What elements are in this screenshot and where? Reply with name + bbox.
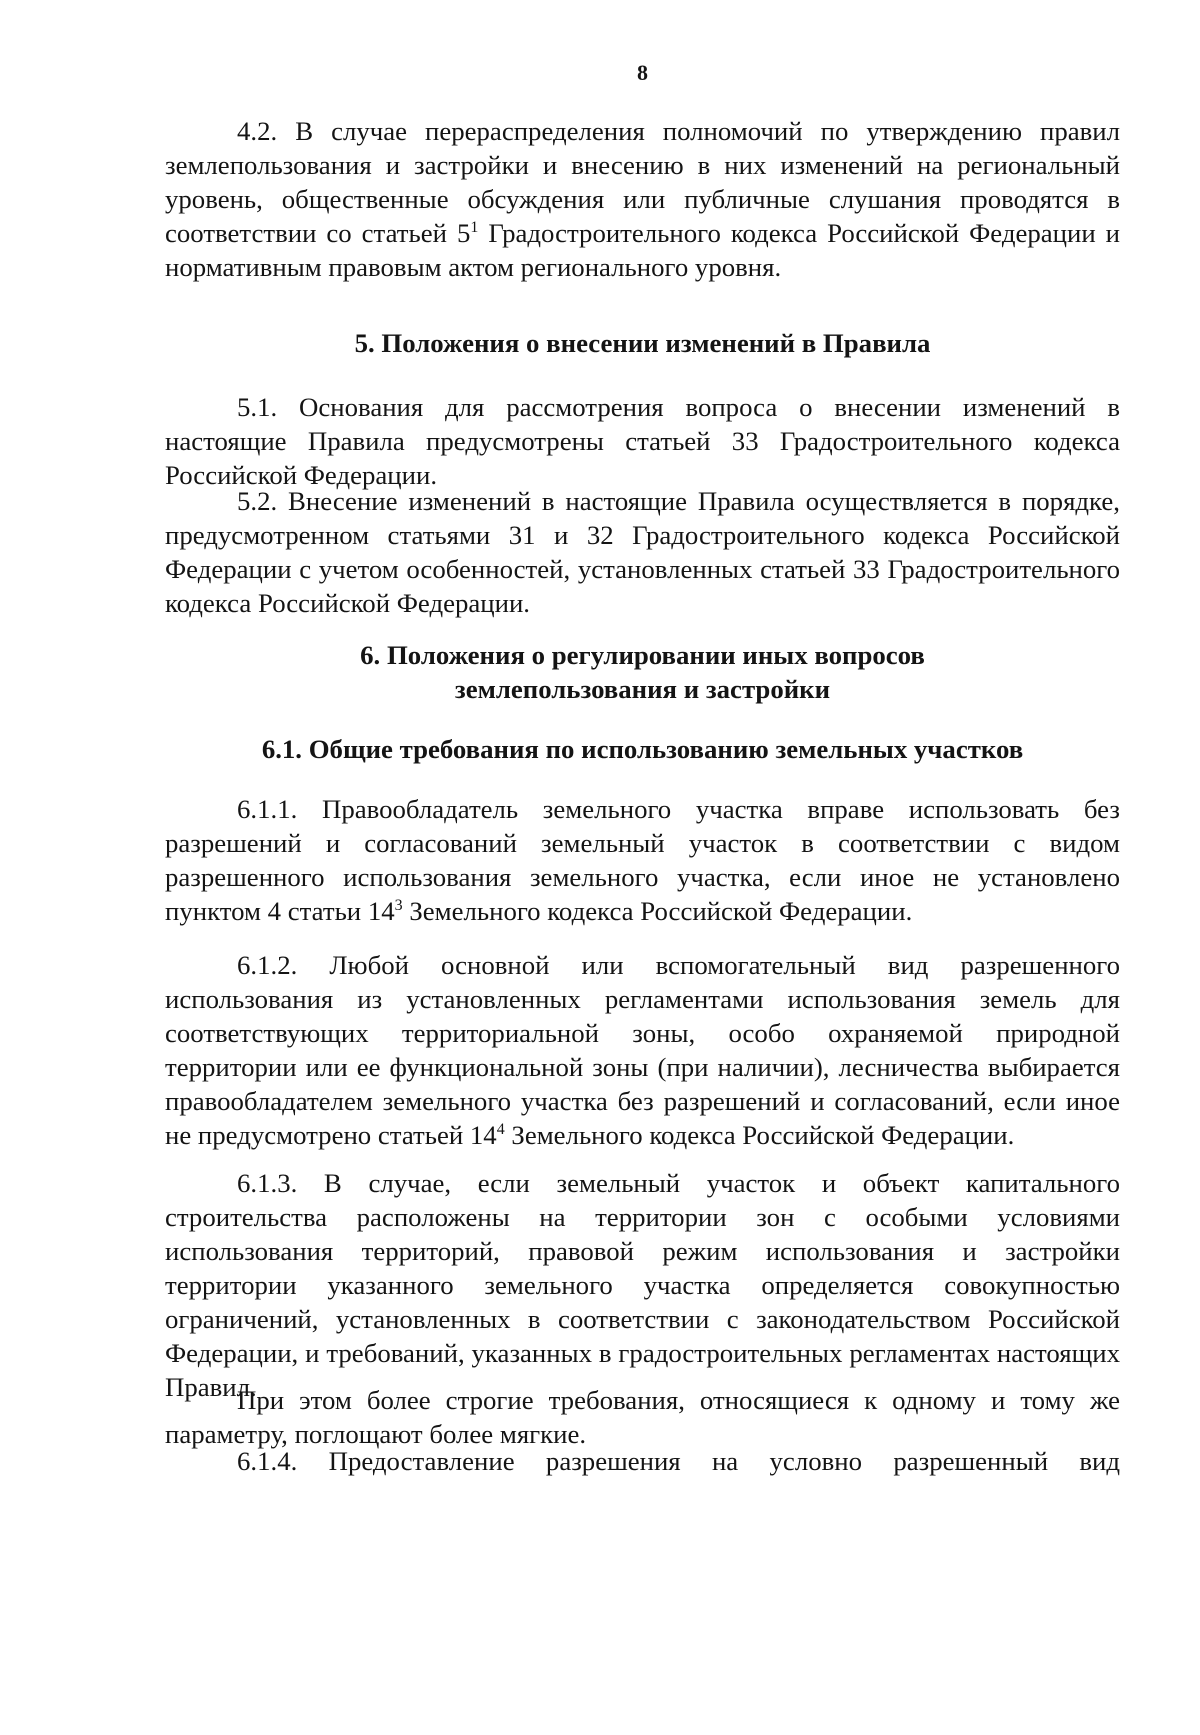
paragraph-6-1-4: 6.1.4. Предоставление разрешения на условно разрешенный вид	[237, 1446, 1120, 1476]
paragraph-6-1-1	[165, 792, 1120, 928]
paragraph-6-1-1-text-before: 6.1.1. Правообладатель земельного участка вправе использовать без разрешений и согласований земельный участок в соответствии с видом разрешенного использования земельного участка, если иное не установлено пунктом 4 статьи 14	[165, 794, 1120, 926]
paragraph-6-1-3-continued: При этом более строгие требования, относящиеся к одному и тому же параметру, поглощают более мягкие.	[165, 1385, 1120, 1449]
paragraph-6-1-1-text-after: Земельного кодекса Российской Федерации.	[402, 896, 913, 926]
paragraph-6-1-2-text-before: 6.1.2. Любой основной или вспомогательный вид разрешенного использования из установленных регламентами использования земель для соответствующих территориальной зоны, особо охраняемой природной территории или ее функциональной зоны (при наличии), лесничества выбирается правообладателем земельного участка без разрешений и согласований, если иное не предусмотрено статьей 14	[165, 950, 1120, 1150]
page-number: 8	[637, 60, 648, 85]
paragraph-4-2-text-after: Градостроительного кодекса Российской Федерации и нормативным правовым актом регионального уровня.	[165, 218, 1120, 282]
section-6-heading-line-2: землепользования и застройки	[454, 674, 831, 704]
paragraph-6-1-2	[165, 948, 1120, 1152]
paragraph-6-1-2-superscript: 4	[496, 1121, 505, 1139]
paragraph-6-1-2-text-after: Земельного кодекса Российской Федерации.	[504, 1120, 1015, 1150]
paragraph-6-1-3: 6.1.3. В случае, если земельный участок и объект капитального строительства расположены на территории зон с особыми условиями использования территорий, правовой режим использования и застройки территории указанного земельного участка определяется совокупностью ограничений, установленных в соответствии с законодательством Российской Федерации, и требований, указанных в градостроительных регламентах настоящих Правил.	[165, 1168, 1120, 1402]
section-6-heading	[165, 638, 1120, 706]
document-page	[165, 0, 1120, 1735]
section-6-heading-line-1: 6. Положения о регулировании иных вопросов	[360, 640, 925, 670]
paragraph-4-2-text-before: 4.2. В случае перераспределения полномочий по утверждению правил землепользования и застройки и внесению в них изменений на региональный уровень, общественные обсуждения или публичные слушания проводятся в соответствии со статьей 5	[165, 116, 1120, 248]
paragraph-5-2: 5.2. Внесение изменений в настоящие Правила осуществляется в порядке, предусмотренном статьями 31 и 32 Градостроительного кодекса Российской Федерации с учетом особенностей, установленных статьей 33 Градостроительного кодекса Российской Федерации.	[165, 486, 1120, 618]
section-6-1-heading: 6.1. Общие требования по использованию земельных участков	[261, 734, 1024, 764]
paragraph-6-1-1-superscript: 3	[394, 897, 403, 915]
paragraph-4-2-superscript: 1	[470, 219, 479, 237]
section-5-heading: 5. Положения о внесении изменений в Правила	[354, 328, 931, 358]
paragraph-4-2	[165, 114, 1120, 284]
paragraph-5-1: 5.1. Основания для рассмотрения вопроса о внесении изменений в настоящие Правила предусмотрены статьей 33 Градостроительного кодекса Российской Федерации.	[165, 392, 1120, 490]
